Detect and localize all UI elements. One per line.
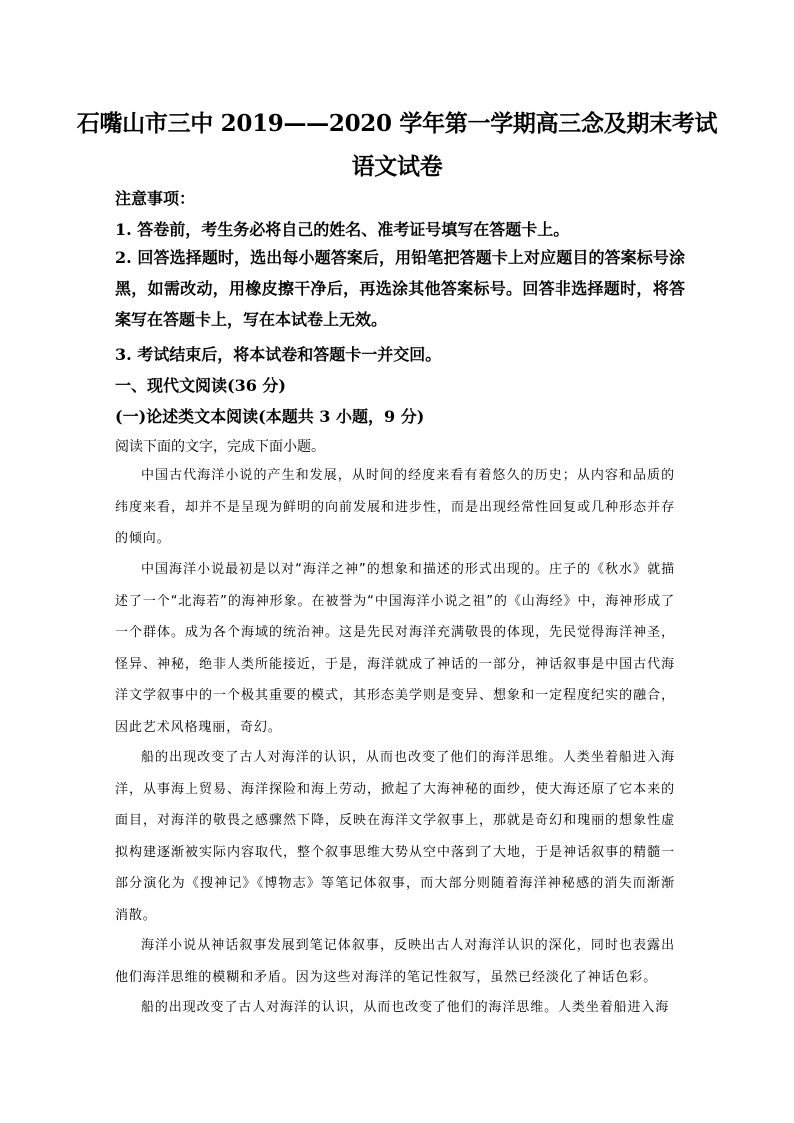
notice-heading: 注意事项： <box>115 189 196 208</box>
notice-item-2: 2. 回答选择题时，选出每小题答案后，用铅笔把答题卡上对应题目的答案标号涂黑，如需改动，用橡皮擦干净后，再选涂其他答案标号。回答非选择题时，将答案写在答题卡上，写在本试卷上无效。 <box>115 248 685 329</box>
article-paragraph-2: 中国海洋小说最初是以对“海洋之神”的想象和描述的形式出现的。庄子的《秋水》就描述了一个“北海若”的海神形象。在被誉为“中国海洋小说之祖”的《山海经》中，海神形成了一个群体。成为各个海域的统治神。这是先民对海洋充满敬畏的体现，先民觉得海洋神圣，怪异、神秘，绝非人类所能接近，于是，海洋就成了神话的一部分，神话叙事是中国古代海洋文学叙事中的一个极其重要的模式，其形态美学则是变异、想象和一定程度纪实的融合，因此艺术风格瑰丽，奇幻。 <box>115 562 675 735</box>
article-paragraph-3: 船的出现改变了古人对海洋的认识，从而也改变了他们的海洋思维。人类坐着船进入海洋，从事海上贸易、海洋探险和海上劳动，掀起了大海神秘的面纱，使大海还原了它本来的面目，对海洋的敬畏之感骤然下降，反映在海洋文学叙事上，那就是奇幻和瑰丽的想象性虚拟构建逐渐被实际内容取代，整个叙事思维大势从空中落到了大地，于是神话叙事的精髓一部分演化为《搜神记》《博物志》等笔记体叙事，而大部分则随着海洋神秘感的消失而渐渐消散。 <box>115 750 675 923</box>
notice-item-3: 3. 考试结束后，将本试卷和答题卡一并交回。 <box>115 345 442 364</box>
exam-title: 石嘴山市三中 2019——2020 学年第一学期高三念及期末考试 <box>76 110 718 137</box>
section-heading: 一、现代文阅读(36 分) <box>115 376 286 395</box>
reading-instruction: 阅读下面的文字，完成下面小题。 <box>115 439 325 455</box>
article-paragraph-5: 船的出现改变了古人对海洋的认识，从而也改变了他们的海洋思维。人类坐着船进入海 <box>141 1000 670 1015</box>
article-paragraph-1: 中国古代海洋小说的产生和发展，从时间的经度来看有着悠久的历史；从内容和品质的纬度来看，却并不是呈现为鲜明的向前发展和进步性，而是出现经常性回复或几种形态并存的倾向。 <box>115 468 675 546</box>
section-subheading: (一)论述类文本阅读(本题共 3 小题，9 分) <box>115 407 425 426</box>
article-paragraph-4: 海洋小说从神话叙事发展到笔记体叙事，反映出古人对海洋认识的深化，同时也表露出他们海洋思维的模糊和矛盾。因为这些对海洋的笔记性叙写，虽然已经淡化了神话色彩。 <box>115 938 675 985</box>
notice-item-1: 1. 答卷前，考生务必将自己的姓名、准考证号填写在答题卡上。 <box>115 220 570 239</box>
exam-subject-title: 语文试卷 <box>351 153 443 180</box>
